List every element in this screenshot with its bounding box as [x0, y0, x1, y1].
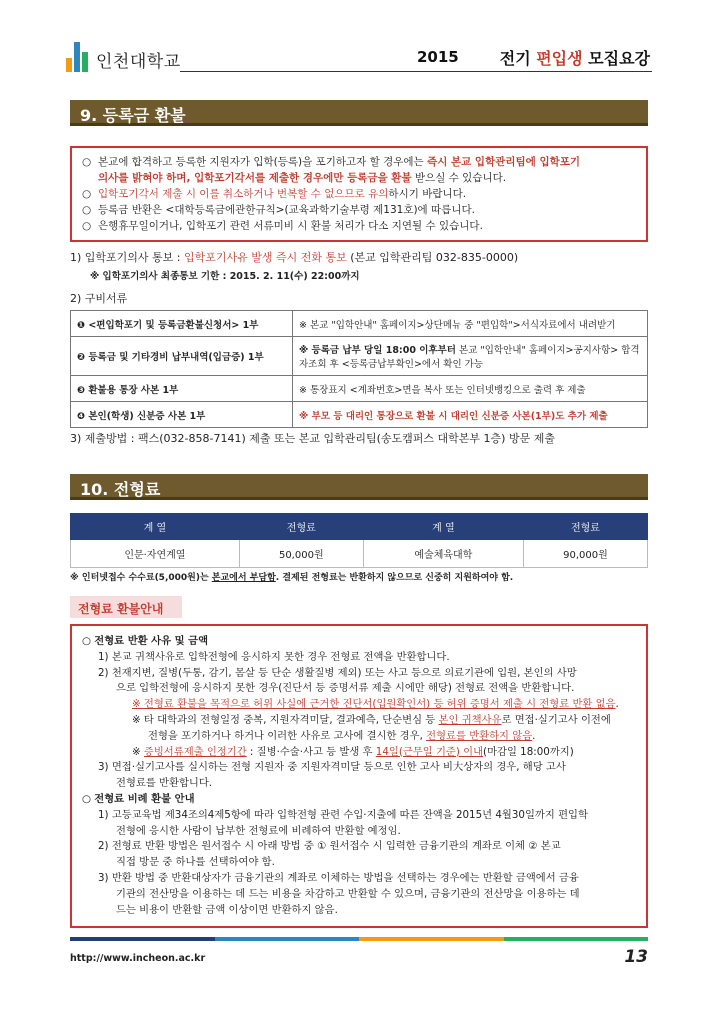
notice-text: [98, 170, 506, 186]
text-run: 1) 본교 귀책사유로 입학전형에 응시하지 못한 경우 전형료 전액을 반환합니다.: [98, 650, 450, 663]
required-docs-table: [70, 310, 648, 428]
text-run: 하시기 바랍니다.: [388, 188, 467, 200]
section-title-9: 9. 등록금 환불: [70, 100, 648, 126]
fee-header-field-2: 계 열: [363, 514, 523, 540]
text-run: 전형을 포기하거나 하거나 이러한 사유로 고사에 결시한 경우,: [148, 729, 427, 742]
fee-cell-fee-1: 50,000원: [239, 540, 363, 568]
table-row: [71, 337, 648, 376]
bullet-icon: ○: [82, 204, 92, 216]
refund-line: [82, 887, 636, 903]
text-run: ○: [82, 635, 95, 647]
refund-line: [82, 808, 636, 824]
doc-name-cell: ❷ 등록금 및 기타경비 납부내역(입금증) 1부: [71, 337, 293, 376]
header-divider: [180, 71, 652, 72]
refund-guide-tab: 전형료 환불안내: [70, 596, 182, 618]
refund-line: [82, 729, 636, 745]
text-run: 드는 비용이 반환할 금액 이상이면 반환하지 않음.: [116, 903, 338, 916]
text-run: 전형에 응시한 사람이 납부한 전형료에 비례하여 반환할 예정임.: [116, 824, 401, 837]
fee-cell-field-2: 예술체육대학: [363, 540, 523, 568]
text-run: 기관의 전산망을 이용하는 데 드는 비용을 차감하고 반환할 수 있으며, 금융기관의 전산망을 이용하는 데: [116, 887, 580, 900]
footer-color-bars: [70, 937, 648, 941]
doc-note-cell: [293, 376, 648, 402]
notice-item: [82, 202, 636, 218]
deadline-note: ※ 입학포기의사 최종통보 기한 : 2015. 2. 11(수) 22:00까지: [90, 271, 360, 282]
refund-line: [82, 760, 636, 776]
text-run: 3) 면접·실기고사를 실시하는 전형 지원자 중 지원자격미달 등으로 인한 고사 비大상자의 경우, 해당 고사: [98, 761, 566, 774]
text-run: ※ 부모 등 대리인 통장으로 환불 시 대리인 신분증 사본(1부)도 추가 제출: [299, 410, 608, 422]
notice-item: [82, 170, 636, 186]
notice-line: 1) 입학포기의사 통보 : 입학포기사유 발생 즉시 전화 통보 (본교 입학관리팀 032-835-0000): [70, 251, 519, 264]
text-run: 등록금 반환은 <대학등록금에관한규칙>(교육과학기술부령 제131호)에 따릅니다.: [98, 204, 475, 216]
docs-heading: 2) 구비서류: [70, 292, 128, 305]
doc-note-cell: [293, 402, 648, 428]
notice-text: [98, 218, 483, 234]
text-run: ※ 등록금 납부 당일 18:00 이후부터: [299, 345, 456, 356]
text-run: .: [532, 729, 536, 742]
header-year: 2015: [417, 48, 459, 66]
text-run: 로 면접·실기고사 이전에: [501, 713, 611, 726]
refund-line: [82, 792, 636, 808]
fee-header-fee-1: 전형료: [239, 514, 363, 540]
fee-note: ※ 인터넷접수 수수료(5,000원)는 본교에서 부담함. 결제된 전형료는 반환하지 않으므로 신중히 지원하여야 함.: [70, 573, 514, 583]
text-run: ※ 타 대학과의 전형일정 중복, 지원자격미달, 결과예측, 단순변심 등: [132, 713, 439, 726]
text-run: ○: [82, 792, 95, 805]
notice-text: [98, 202, 475, 218]
text-run: : 질병·수술·사고 등 발생 후: [246, 745, 376, 758]
text-run: 2) 천재지변, 질병(두통, 감기, 몸살 등 단순 생활질병 제외) 또는 사고 등으로 의료기관에 입원, 본인의 사망: [98, 666, 577, 679]
fee-cell-fee-2: 90,000원: [523, 540, 647, 568]
refund-line: [82, 745, 636, 761]
page-number: 13: [624, 947, 648, 967]
bullet-icon: [82, 170, 98, 186]
text-run: ※ 전형료 환불을 목적으로 허위 사실에 근거한 진단서(입원확인서) 등 허위 증명서 제출 시 전형료 반환 없음: [132, 698, 616, 711]
fee-cell-field-1: 인문·자연계열: [71, 540, 240, 568]
header-title: 전기 편입생 모집요강: [499, 49, 650, 68]
doc-name-cell: ❶ <편입학포기 및 등록금환불신청서> 1부: [71, 311, 293, 337]
text-run: 증빙서류제출 인정기간: [143, 745, 247, 758]
fee-refund-box: [70, 624, 648, 928]
refund-line: [82, 903, 636, 919]
text-run: 본교에 합격하고 등록한 지원자가 입학(등록)을 포기하고자 할 경우에는: [98, 156, 428, 168]
text-run: 3) 반환 방법 중 반환대상자가 금융기관의 계좌로 이체하는 방법을 선택하는 경우에는 반환할 금액에서 금융: [98, 871, 579, 884]
text-run: 직접 방문 중 하나를 선택하여야 함.: [116, 856, 275, 869]
bullet-icon: ○: [82, 156, 92, 168]
refund-line: [82, 855, 636, 871]
table-row: [71, 311, 648, 337]
page-header: [62, 38, 652, 78]
table-row: [71, 402, 648, 428]
refund-line: [82, 634, 636, 650]
text-run: 입학포기각서 제출 시 이를 취소하거나 번복할 수 없으므로 유의: [98, 188, 389, 200]
refund-line: [82, 650, 636, 666]
submission-method: 3) 제출방법 : 팩스(032-858-7141) 제출 또는 본교 입학관리팀(송도캠퍼스 대학본부 1층) 방문 제출: [70, 432, 555, 445]
text-run: 전형료 반환 사유 및 금액: [94, 635, 209, 647]
text-run: 의사를 밝혀야 하며, 입학포기각서를 제출한 경우에만 등록금을 환불: [98, 172, 412, 184]
notice-item: [82, 154, 636, 170]
text-run: 전형료를 반환합니다.: [116, 777, 213, 790]
refund-line: [82, 713, 636, 729]
table-row: [71, 376, 648, 402]
fee-table: [70, 513, 648, 568]
text-run: 본인 귀책사유: [438, 713, 502, 726]
text-run: 으로 입학전형에 응시하지 못한 경우(진단서 등 증명서류 제출 시에만 해당) 전형료 전액을 반환합니다.: [116, 682, 575, 695]
fee-header-fee-2: 전형료: [523, 514, 647, 540]
notice-item: [82, 218, 636, 234]
text-run: 전형료 비례 환불 안내: [94, 792, 195, 805]
bullet-icon: ○: [82, 220, 92, 232]
notice-item: [82, 186, 636, 202]
text-run: 1) 고등교육법 제34조의4제5항에 따라 입학전형 관련 수입·지출에 따른 잔액을 2015년 4월30일까지 편입학: [98, 808, 588, 821]
text-run: 받으실 수 있습니다.: [411, 172, 507, 184]
refund-line: [82, 681, 636, 697]
text-run: 전형료를 반환하지 않음: [426, 729, 533, 742]
website-url: http://www.incheon.ac.kr: [70, 953, 206, 964]
doc-name-cell: ❹ 본인(학생) 신분증 사본 1부: [71, 402, 293, 428]
doc-name-cell: ❸ 환불용 통장 사본 1부: [71, 376, 293, 402]
refund-line: [82, 839, 636, 855]
text-run: ※ 통장표지 <계좌번호>면을 복사 또는 인터넷뱅킹으로 출력 후 제출: [299, 384, 586, 396]
university-name: 인천대학교: [96, 52, 181, 72]
text-run: 본교 "입학안내" 홈페이지>공지사항> 합격자조회 후 <등록금납부확인>에서 확인 가능: [299, 345, 640, 370]
doc-note-cell: [293, 337, 648, 376]
doc-note-cell: [293, 311, 648, 337]
text-run: (마감일 18:00까지): [483, 745, 574, 758]
text-run: .: [615, 698, 619, 711]
section-title-10: 10. 전형료: [70, 474, 648, 500]
text-run: 14일(근무일 기준) 이내: [375, 745, 484, 758]
fee-header-field-1: 계 열: [71, 514, 240, 540]
text-run: 즉시 본교 입학관리팀에 입학포기: [427, 156, 581, 168]
refund-line: [82, 697, 636, 713]
refund-line: [82, 824, 636, 840]
bullet-icon: ○: [82, 188, 92, 200]
university-logo-icon: [66, 42, 92, 72]
refund-line: [82, 871, 636, 887]
text-run: ※ 본교 "입학안내" 홈페이지>상단메뉴 중 "편입학">서식자료에서 내려받기: [299, 319, 616, 331]
refund-notice-box: [70, 146, 648, 242]
notice-text: [98, 186, 466, 202]
text-run: 은행휴무일이거나, 입학포기 관련 서류미비 시 환불 처리가 다소 지연될 수 있습니다.: [98, 220, 483, 232]
refund-line: [82, 776, 636, 792]
text-run: 2) 전형료 반환 방법은 원서접수 시 아래 방법 중 ① 원서접수 시 입력한 금융기관의 계좌로 이체 ② 본교: [98, 840, 561, 853]
notice-text: [98, 154, 580, 170]
refund-line: [82, 666, 636, 682]
text-run: ※: [132, 745, 144, 758]
